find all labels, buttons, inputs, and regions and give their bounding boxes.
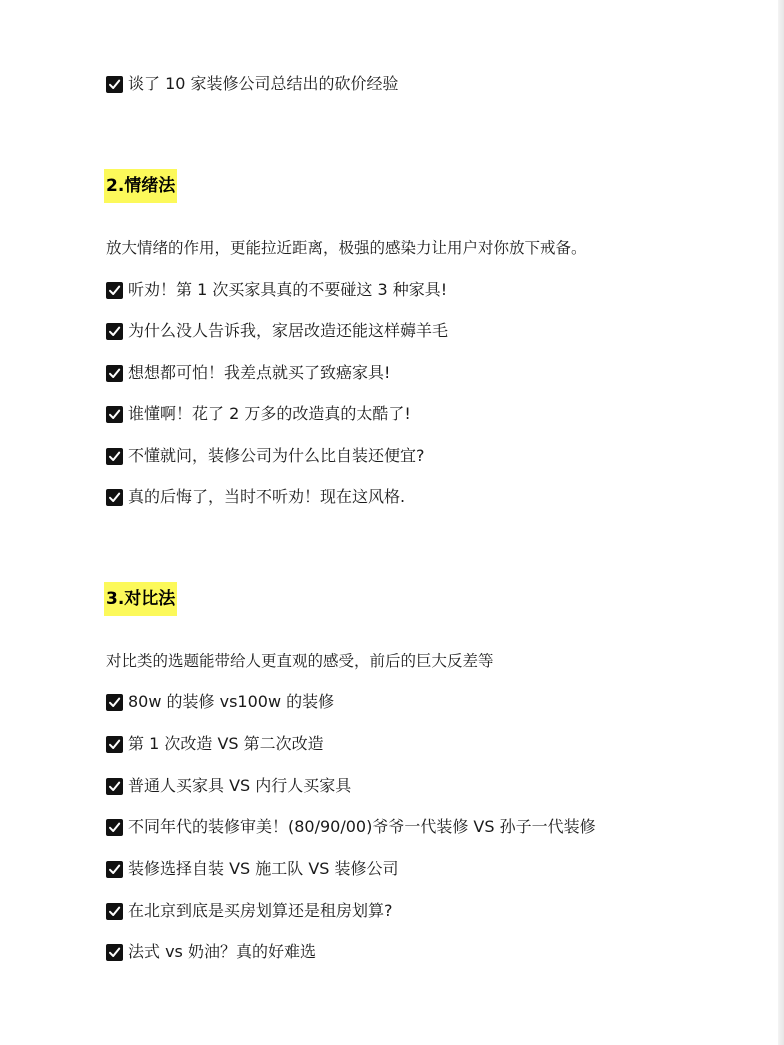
list-item (106, 734, 324, 754)
list-item (106, 446, 425, 466)
section-intro: 放大情绪的作用，更能拉近距离，极强的感染力让用户对你放下戒备。 (106, 239, 587, 257)
section-intro: 对比类的选题能带给人更直观的感受，前后的巨大反差等 (106, 652, 494, 670)
list-item-text: 第 1 次改造 VS 第二次改造 (128, 734, 324, 753)
checkbox-checked-icon (106, 489, 123, 506)
checkbox-checked-icon (106, 448, 123, 465)
list-item (106, 74, 399, 94)
checkbox-checked-icon (106, 282, 123, 299)
list-item-text: 谁懂啊！花了 2 万多的改造真的太酷了! (128, 404, 411, 423)
checkbox-checked-icon (106, 365, 123, 382)
list-item-text: 想想都可怕！我差点就买了致癌家具! (128, 363, 391, 382)
section-heading-contrast: 3.对比法 (104, 582, 177, 616)
list-item-text: 不懂就问，装修公司为什么比自装还便宜? (128, 446, 425, 465)
list-item (106, 901, 393, 921)
checkbox-checked-icon (106, 819, 123, 836)
page-edge-shadow (778, 0, 784, 1045)
checkbox-checked-icon (106, 76, 123, 93)
list-item (106, 692, 334, 712)
list-item-text: 装修选择自装 VS 施工队 VS 装修公司 (128, 859, 399, 878)
list-item (106, 363, 390, 383)
list-item (106, 942, 316, 962)
checkbox-checked-icon (106, 903, 123, 920)
checkbox-checked-icon (106, 323, 123, 340)
checkbox-checked-icon (106, 406, 123, 423)
list-item-text: 普通人买家具 VS 内行人买家具 (128, 776, 352, 795)
checkbox-checked-icon (106, 736, 123, 753)
section-heading-emotion: 2.情绪法 (104, 169, 177, 203)
list-item-text: 听劝！第 1 次买家具真的不要碰这 3 种家具! (128, 280, 448, 299)
list-item (106, 776, 351, 796)
checkbox-checked-icon (106, 944, 123, 961)
list-item-text: 法式 vs 奶油？真的好难选 (128, 942, 316, 961)
list-item (106, 404, 411, 424)
list-item-text: 为什么没人告诉我，家居改造还能这样薅羊毛 (128, 321, 449, 340)
list-item (106, 280, 447, 300)
list-item (106, 859, 399, 879)
list-item (106, 817, 596, 837)
list-item-text: 真的后悔了，当时不听劝！现在这风格. (128, 487, 406, 506)
checkbox-checked-icon (106, 861, 123, 878)
checkbox-checked-icon (106, 778, 123, 795)
list-item (106, 487, 405, 507)
list-item-text: 在北京到底是买房划算还是租房划算? (128, 901, 393, 920)
list-item-text: 谈了 10 家装修公司总结出的砍价经验 (128, 74, 399, 93)
list-item-text: 80w 的装修 vs100w 的装修 (128, 692, 335, 711)
list-item (106, 321, 448, 341)
checkbox-checked-icon (106, 694, 123, 711)
list-item-text: 不同年代的装修审美！(80/90/00)爷爷一代装修 VS 孙子一代装修 (128, 817, 596, 836)
